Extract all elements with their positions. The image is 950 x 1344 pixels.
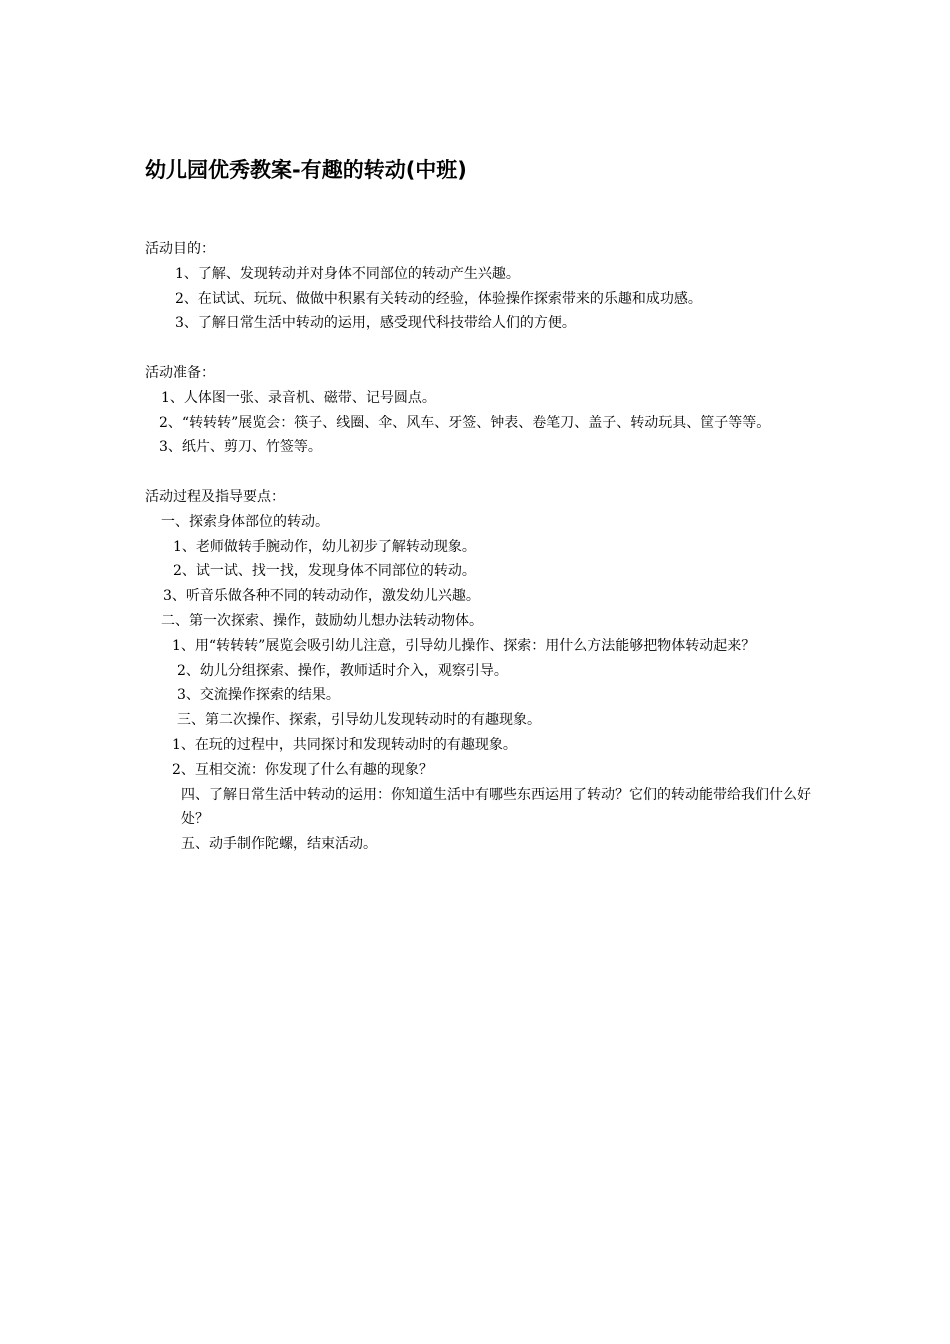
section-heading-goals: 活动目的： xyxy=(145,241,215,257)
prep-item: 3、纸片、剪刀、竹签等。 xyxy=(159,439,322,456)
prep-item: 2、“转转转”展览会：筷子、线圈、伞、风车、牙签、钟表、卷笔刀、盖子、转动玩具、筐子等等。 xyxy=(159,414,771,431)
document-title: 幼儿园优秀教案-有趣的转动(中班) xyxy=(145,158,467,182)
process-step: 二、第一次探索、操作，鼓励幼儿想办法转动物体。 xyxy=(161,612,483,629)
process-substep: 1、老师做转手腕动作，幼儿初步了解转动现象。 xyxy=(173,538,476,555)
goal-item: 1、了解、发现转动并对身体不同部位的转动产生兴趣。 xyxy=(175,265,520,282)
process-step: 四、了解日常生活中转动的运用：你知道生活中有哪些东西运用了转动？它们的转动能带给我们什么好处？ xyxy=(181,786,811,828)
process-step: 三、第二次操作、探索，引导幼儿发现转动时的有趣现象。 xyxy=(177,712,541,729)
section-heading-prep: 活动准备： xyxy=(145,364,215,381)
process-substep: 2、试一试、找一找，发现身体不同部位的转动。 xyxy=(173,563,476,580)
section-heading-process: 活动过程及指导要点： xyxy=(145,488,285,505)
process-substep: 2、互相交流：你发现了什么有趣的现象？ xyxy=(172,761,433,778)
process-substep: 3、听音乐做各种不同的转动动作，激发幼儿兴趣。 xyxy=(163,588,480,605)
process-step: 一、探索身体部位的转动。 xyxy=(161,513,329,530)
document-body xyxy=(145,237,817,857)
goal-item: 3、了解日常生活中转动的运用，感受现代科技带给人们的方便。 xyxy=(175,315,576,332)
process-substep: 1、在玩的过程中，共同探讨和发现转动时的有趣现象。 xyxy=(172,736,517,753)
process-step: 五、动手制作陀螺，结束活动。 xyxy=(181,836,377,853)
process-substep: 1、用“转转转”展览会吸引幼儿注意，引导幼儿操作、探索：用什么方法能够把物体转动起来？ xyxy=(172,637,756,654)
process-substep: 3、交流操作探索的结果。 xyxy=(177,687,340,704)
prep-item: 1、人体图一张、录音机、磁带、记号圆点。 xyxy=(161,389,436,406)
paragraph-gap xyxy=(145,460,817,485)
paragraph-gap xyxy=(145,336,817,361)
process-substep: 2、幼儿分组探索、操作，教师适时介入，观察引导。 xyxy=(177,662,508,679)
goal-item: 2、在试试、玩玩、做做中积累有关转动的经验，体验操作探索带来的乐趣和成功感。 xyxy=(175,290,702,307)
